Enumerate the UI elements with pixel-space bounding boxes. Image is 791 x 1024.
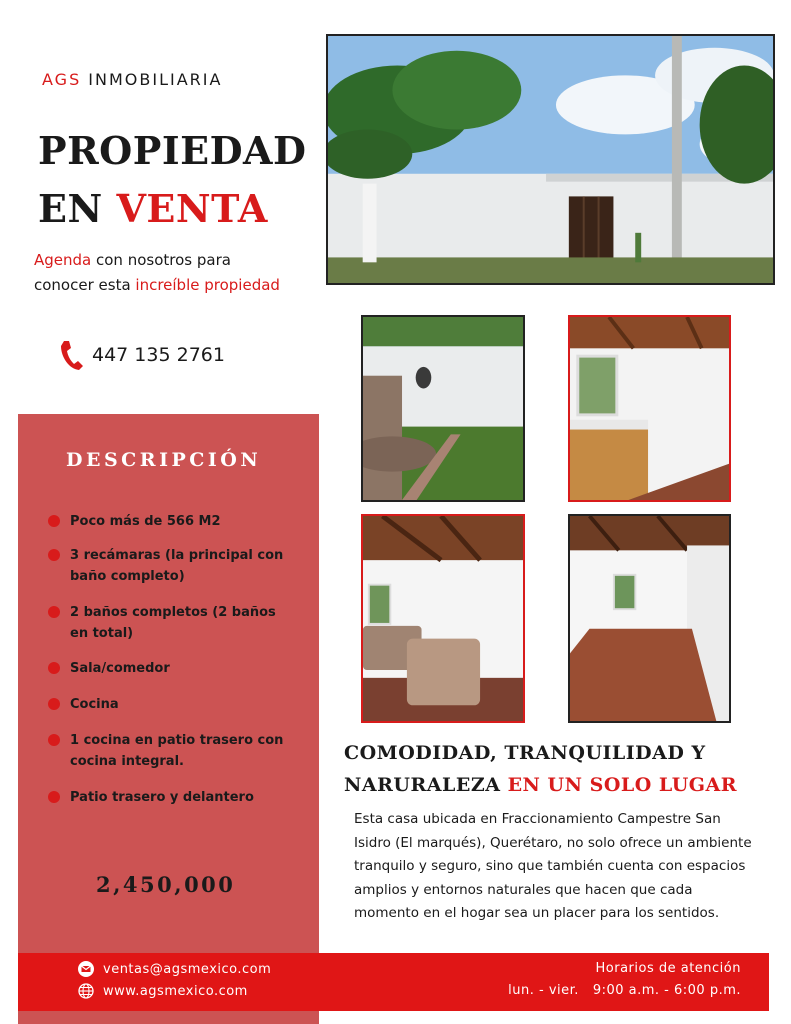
feature-text: 3 recámaras (la principal con baño completo) — [70, 548, 284, 584]
phone-number: 447 135 2761 — [92, 344, 225, 366]
feature-item — [48, 602, 298, 644]
feature-text: Sala/comedor — [70, 661, 170, 676]
brand-prefix: AGS — [42, 70, 82, 89]
feature-item — [48, 658, 298, 679]
bedroom-photo — [568, 514, 731, 723]
agenda-tagline — [34, 248, 280, 298]
feature-text: Cocina — [70, 697, 119, 712]
bullet-dot-icon — [48, 698, 60, 710]
feature-text: 2 baños completos (2 baños en total) — [70, 605, 276, 641]
feature-item — [48, 730, 298, 772]
bullet-dot-icon — [48, 515, 60, 527]
feature-text: 1 cocina en patio trasero con cocina integral. — [70, 733, 284, 769]
agenda-word-2: con nosotros para — [91, 251, 231, 269]
headline-prefix: EN — [38, 186, 117, 231]
website-link[interactable] — [78, 983, 248, 999]
bullet-dot-icon — [48, 734, 60, 746]
house-exterior-photo — [326, 34, 775, 285]
agenda-word-3: conocer esta — [34, 276, 136, 294]
subheading-line-1: COMODIDAD, TRANQUILIDAD Y — [344, 742, 706, 764]
headline-line-1: PROPIEDAD — [38, 128, 307, 173]
agenda-word-4: increíble propiedad — [135, 276, 280, 294]
phone-icon — [58, 339, 84, 371]
brand-suffix: INMOBILIARIA — [81, 70, 223, 89]
feature-text: Poco más de 566 M2 — [70, 514, 221, 529]
subheading-prefix: NARURALEZA — [344, 774, 508, 796]
phone-contact[interactable] — [58, 339, 225, 371]
bullet-dot-icon — [48, 662, 60, 674]
kitchen-photo — [568, 315, 731, 502]
headline-line-2 — [38, 186, 268, 231]
hours-value: lun. - vier. 9:00 a.m. - 6:00 p.m. — [508, 983, 741, 998]
hours-title: Horarios de atención — [595, 961, 741, 976]
description-panel — [18, 414, 319, 1024]
email-contact[interactable] — [78, 961, 271, 977]
patio-fountain-photo — [361, 315, 525, 502]
globe-icon — [78, 983, 94, 999]
feature-item — [48, 694, 298, 715]
feature-item — [48, 787, 298, 808]
subheading-highlight: EN UN SOLO LUGAR — [507, 774, 738, 796]
email-icon — [78, 961, 94, 977]
price: 2,450,000 — [96, 872, 236, 897]
agenda-word-1: Agenda — [34, 251, 92, 269]
property-description-text: Esta casa ubicada en Fraccionamiento Campestre San Isidro (El marqués), Querétaro, no solo ofrece un ambiente tranquilo y seguro, sino que también cuenta con espacios amplios y entornos naturales que hacen que cada momento en el hogar sea un placer para los sentidos. — [354, 811, 752, 921]
bullet-dot-icon — [48, 606, 60, 618]
website-url: www.agsmexico.com — [103, 983, 248, 999]
email-address: ventas@agsmexico.com — [103, 961, 272, 977]
description-title: DESCRIPCIÓN — [66, 449, 262, 471]
feature-text: Patio trasero y delantero — [70, 790, 254, 805]
feature-item — [48, 511, 298, 532]
living-room-photo — [361, 514, 525, 723]
bullet-dot-icon — [48, 549, 60, 561]
bullet-dot-icon — [48, 791, 60, 803]
subheading-line-2 — [344, 774, 737, 796]
feature-item — [48, 545, 298, 587]
brand-name — [42, 70, 222, 89]
headline-highlight: VENTA — [116, 186, 268, 231]
